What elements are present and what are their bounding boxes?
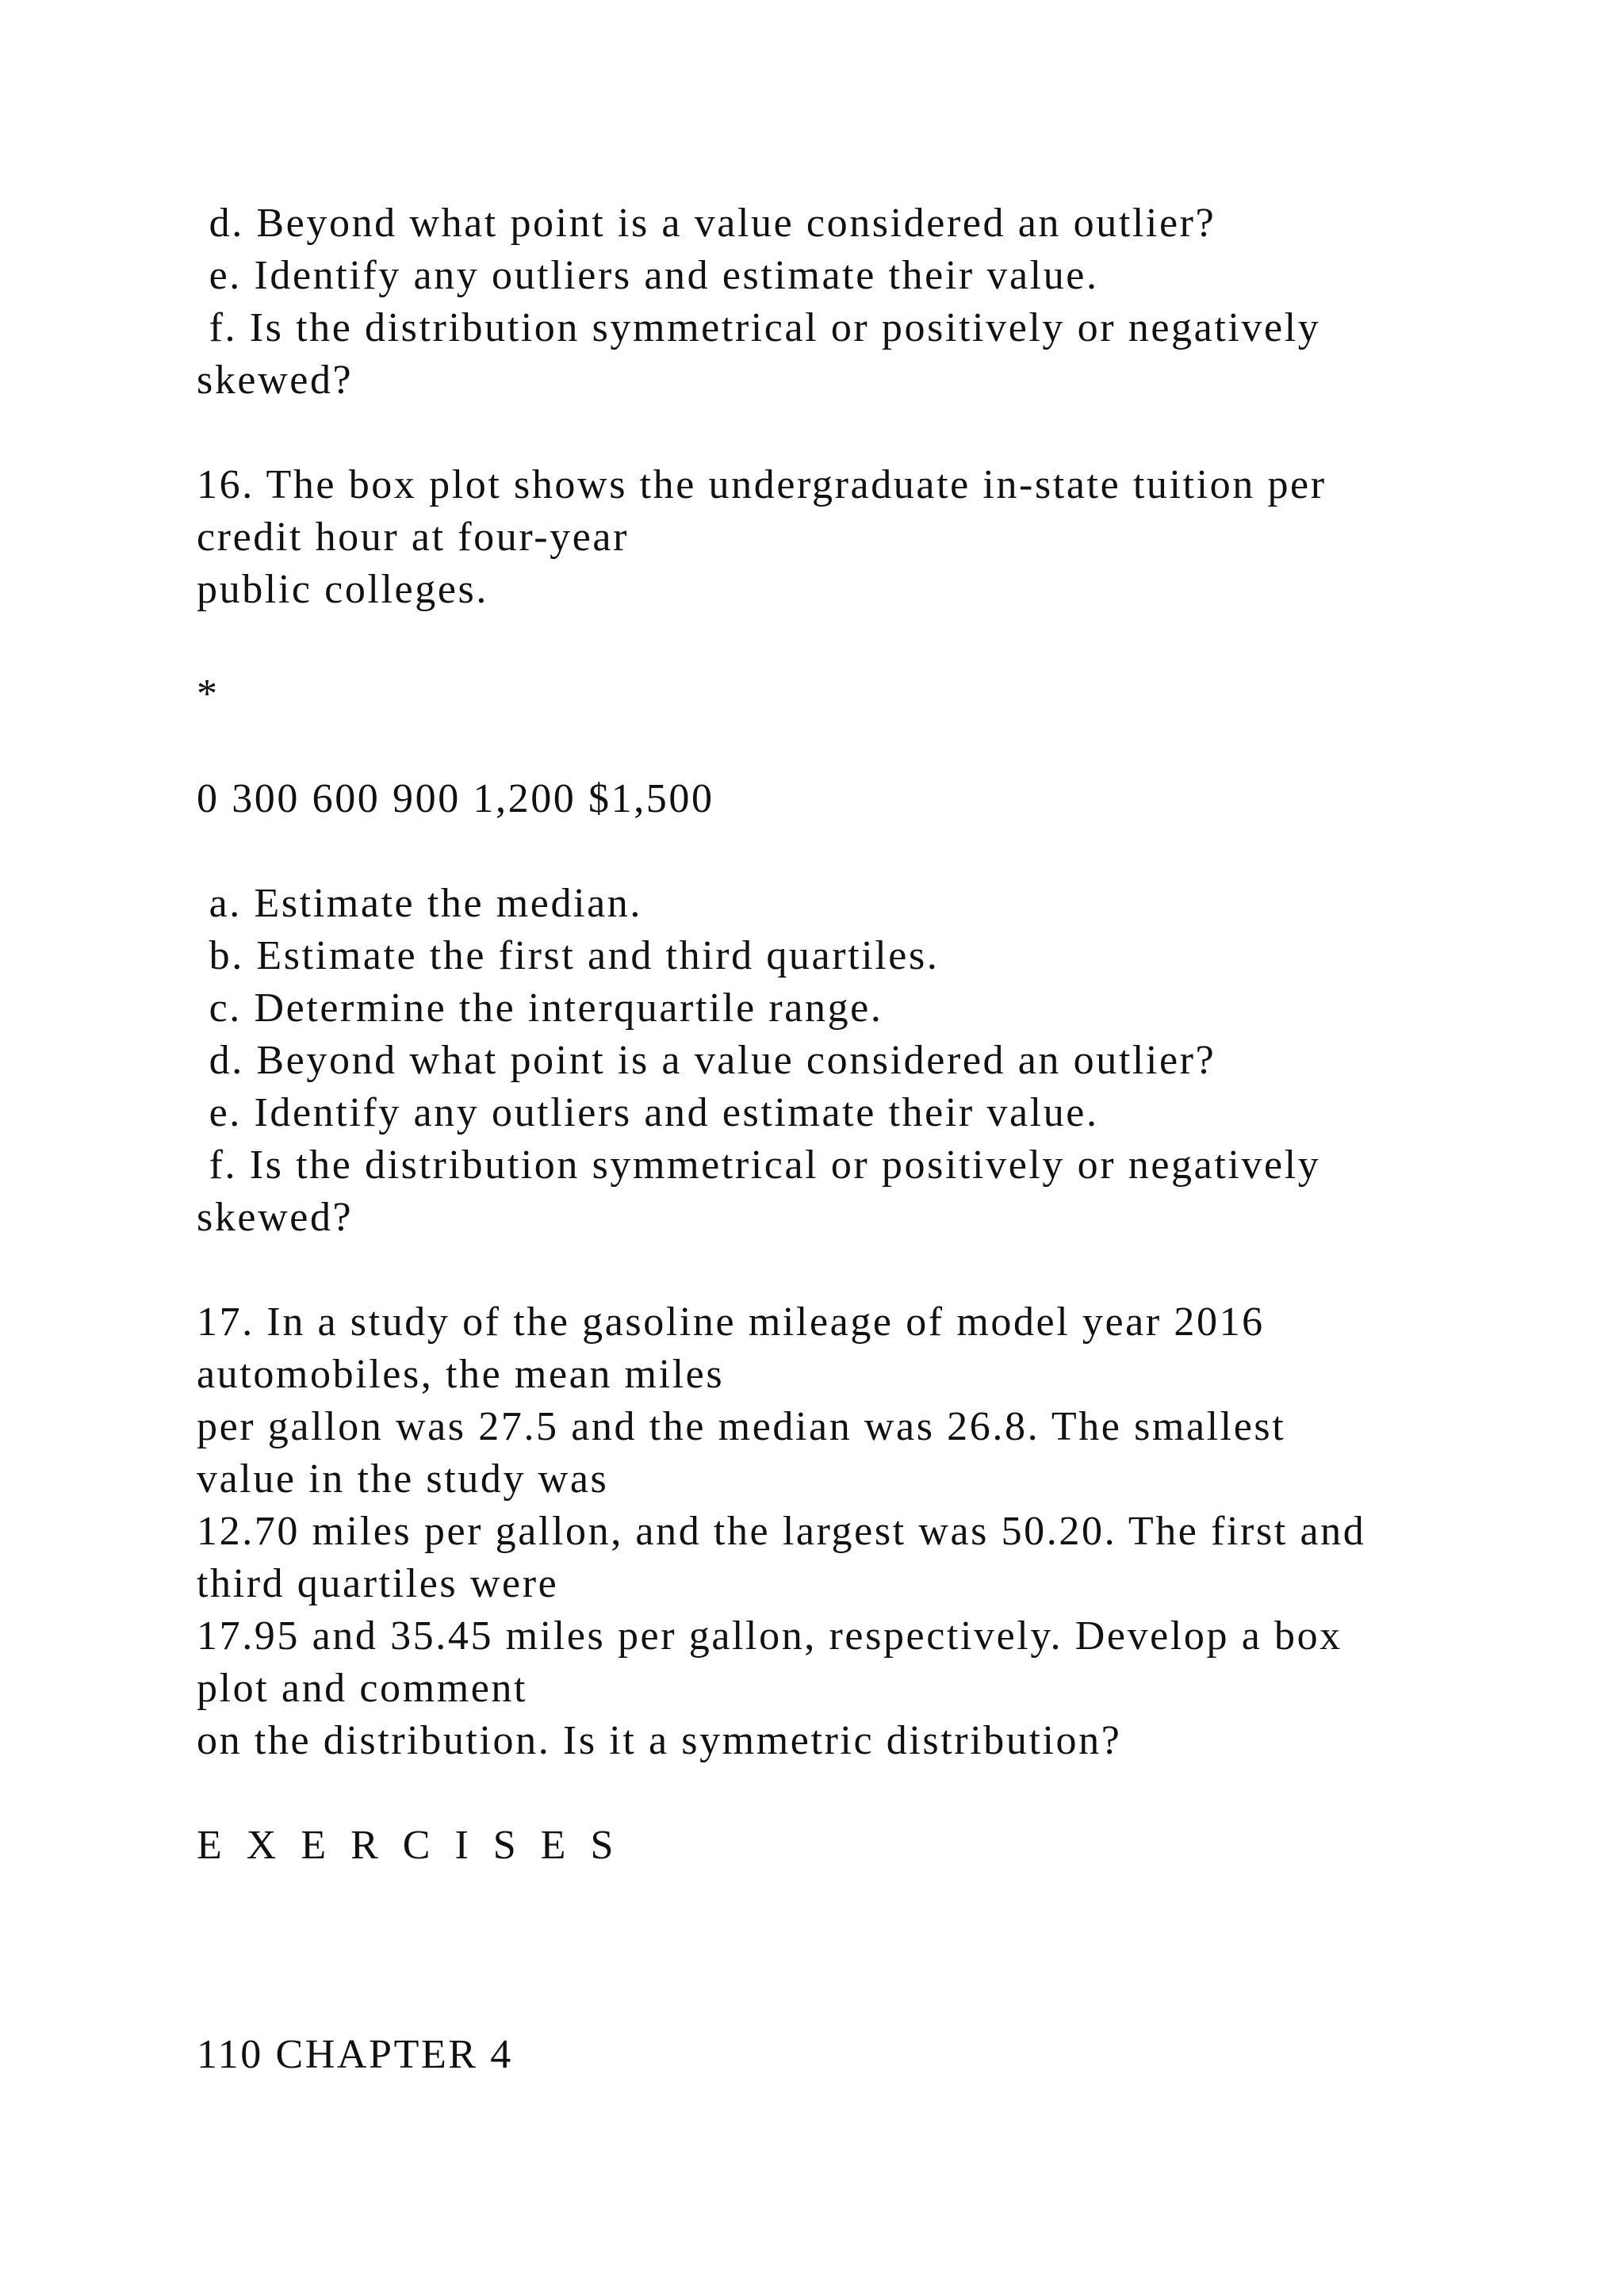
- question-16e: e. Identify any outliers and estimate their value.: [197, 1090, 1099, 1135]
- outlier-asterisk: *: [197, 672, 220, 717]
- question-15d: d. Beyond what point is a value considered an outlier?: [197, 201, 1216, 246]
- question-15e: e. Identify any outliers and estimate their value.: [197, 253, 1099, 298]
- question-16-intro-line-2: credit hour at four-year: [197, 515, 629, 560]
- box-plot-axis-labels: 0 300 600 900 1,200 $1,500: [197, 776, 714, 821]
- question-17-line-9: on the distribution. Is it a symmetric distribution?: [197, 1718, 1122, 1763]
- question-17-line-5: 12.70 miles per gallon, and the largest was 50.20. The first and: [197, 1509, 1366, 1554]
- page-footer: 110 CHAPTER 4: [197, 2032, 513, 2077]
- question-17-line-1: 17. In a study of the gasoline mileage of model year 2016: [197, 1299, 1265, 1345]
- question-15f-continued: skewed?: [197, 358, 354, 403]
- question-16d: d. Beyond what point is a value considered an outlier?: [197, 1038, 1216, 1083]
- question-16b: b. Estimate the first and third quartiles.: [197, 933, 940, 978]
- question-16-intro: 16. The box plot shows the undergraduate in-state tuition per: [197, 462, 1327, 507]
- question-17-line-2: automobiles, the mean miles: [197, 1352, 725, 1397]
- question-16f: f. Is the distribution symmetrical or positively or negatively: [197, 1142, 1321, 1188]
- question-17-line-4: value in the study was: [197, 1456, 609, 1502]
- question-17-line-8: plot and comment: [197, 1666, 528, 1711]
- question-16f-continued: skewed?: [197, 1195, 354, 1240]
- exercises-heading: E X E R C I S E S: [197, 1823, 621, 1868]
- question-15f: f. Is the distribution symmetrical or positively or negatively: [197, 305, 1321, 350]
- question-17-line-6: third quartiles were: [197, 1561, 559, 1606]
- question-16c: c. Determine the interquartile range.: [197, 985, 883, 1031]
- question-16-intro-line-3: public colleges.: [197, 567, 488, 612]
- question-16a: a. Estimate the median.: [197, 881, 643, 926]
- question-17-line-7: 17.95 and 35.45 miles per gallon, respectively. Develop a box: [197, 1613, 1342, 1659]
- question-17-line-3: per gallon was 27.5 and the median was 26.8. The smallest: [197, 1404, 1286, 1449]
